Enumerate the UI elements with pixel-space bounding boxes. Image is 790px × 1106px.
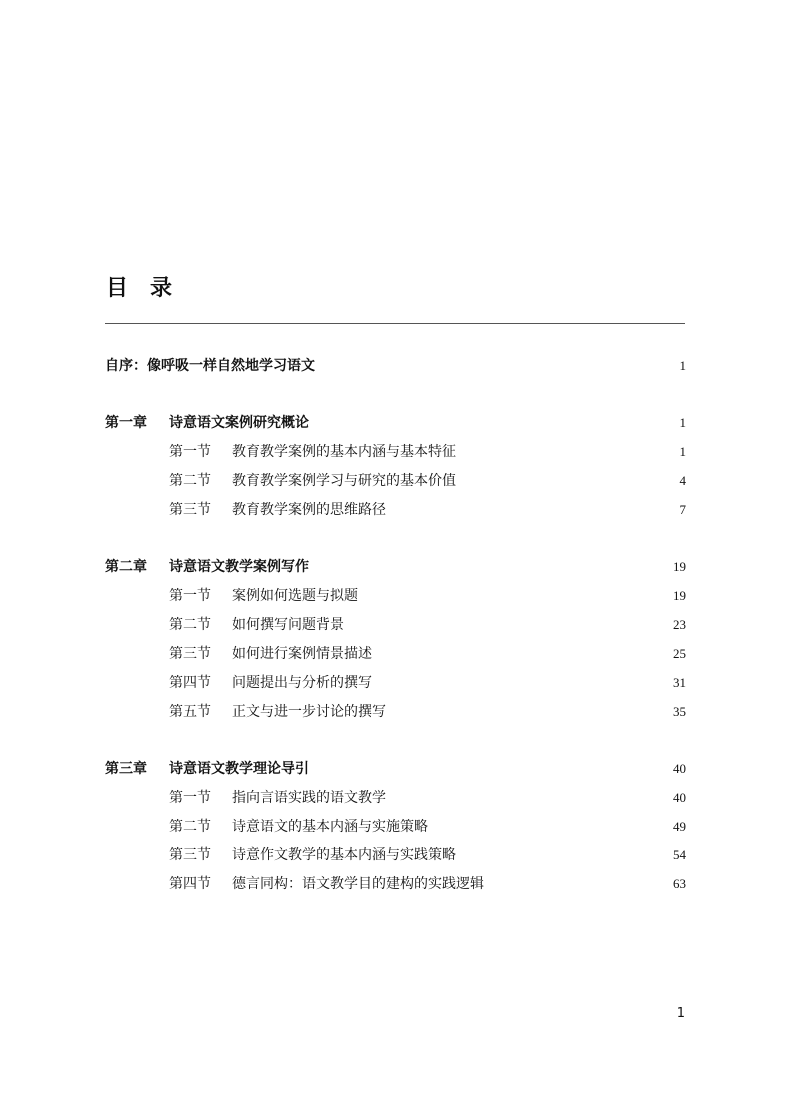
section-number: 第二节 — [169, 617, 211, 633]
section-number: 第一节 — [169, 588, 211, 604]
toc-entry-page: 19 — [673, 588, 686, 603]
toc-entry-page: 4 — [679, 473, 686, 488]
toc-entry-page: 7 — [679, 502, 686, 517]
section-title: 如何进行案例情景描述 — [232, 646, 372, 662]
toc-section-3-3[interactable] — [105, 845, 686, 865]
section-title: 指向言语实践的语文教学 — [232, 790, 386, 806]
section-title: 问题提出与分析的撰写 — [232, 675, 372, 691]
toc-section-1-3[interactable] — [105, 500, 686, 520]
toc-entry-page: 31 — [673, 675, 686, 690]
chapter-title: 诗意语文教学理论导引 — [169, 761, 309, 777]
section-number: 第三节 — [169, 502, 211, 518]
toc-section-2-3[interactable] — [105, 644, 686, 664]
toc-section-3-4[interactable] — [105, 874, 686, 894]
section-title: 诗意语文的基本内涵与实施策略 — [232, 819, 428, 835]
toc-preface-entry[interactable] — [105, 356, 686, 376]
section-number: 第五节 — [169, 704, 211, 720]
toc-entry-page: 19 — [673, 559, 686, 574]
chapter-number: 第三章 — [105, 761, 147, 777]
chapter-title: 诗意语文案例研究概论 — [169, 415, 309, 431]
toc-entry-page: 1 — [679, 358, 686, 373]
toc-section-3-2[interactable] — [105, 817, 686, 837]
section-title: 案例如何选题与拟题 — [232, 588, 358, 604]
toc-section-2-5[interactable] — [105, 702, 686, 722]
section-number: 第一节 — [169, 790, 211, 806]
chapter-title: 诗意语文教学案例写作 — [169, 559, 309, 575]
chapter-number: 第二章 — [105, 559, 147, 575]
section-title: 正文与进一步讨论的撰写 — [232, 704, 386, 720]
toc-entry-page: 40 — [673, 761, 686, 776]
section-number: 第三节 — [169, 646, 211, 662]
section-number: 第二节 — [169, 819, 211, 835]
section-title: 教育教学案例学习与研究的基本价值 — [232, 473, 456, 489]
toc-chapter-1[interactable] — [105, 413, 686, 433]
section-title: 诗意作文教学的基本内涵与实践策略 — [232, 847, 456, 863]
toc-entry-page: 54 — [673, 847, 686, 862]
title-divider — [105, 323, 685, 324]
section-number: 第二节 — [169, 473, 211, 489]
toc-entry-page: 25 — [673, 646, 686, 661]
chapter-number: 第一章 — [105, 415, 147, 431]
toc-entry-page: 40 — [673, 790, 686, 805]
page-title: 目 录 — [106, 276, 173, 301]
section-title: 教育教学案例的基本内涵与基本特征 — [232, 444, 456, 460]
section-title: 教育教学案例的思维路径 — [232, 502, 386, 518]
toc-section-3-1[interactable] — [105, 788, 686, 808]
toc-entry-page: 49 — [673, 819, 686, 834]
section-title: 如何撰写问题背景 — [232, 617, 344, 633]
toc-entry-page: 1 — [679, 415, 686, 430]
toc-entry-page: 63 — [673, 876, 686, 891]
section-number: 第四节 — [169, 675, 211, 691]
toc-entry-page: 23 — [673, 617, 686, 632]
section-number: 第四节 — [169, 876, 211, 892]
section-title: 德言同构：语文教学目的建构的实践逻辑 — [232, 876, 484, 892]
page-number: 1 — [676, 1006, 685, 1021]
toc-chapter-3[interactable] — [105, 759, 686, 779]
toc-section-1-1[interactable] — [105, 442, 686, 462]
toc-section-1-2[interactable] — [105, 471, 686, 491]
toc-entry-page: 1 — [679, 444, 686, 459]
toc-section-2-1[interactable] — [105, 586, 686, 606]
section-number: 第一节 — [169, 444, 211, 460]
toc-chapter-2[interactable] — [105, 557, 686, 577]
toc-entry-page: 35 — [673, 704, 686, 719]
section-number: 第三节 — [169, 847, 211, 863]
toc-section-2-4[interactable] — [105, 673, 686, 693]
toc-entry-title: 自序：像呼吸一样自然地学习语文 — [105, 358, 315, 374]
toc-section-2-2[interactable] — [105, 615, 686, 635]
